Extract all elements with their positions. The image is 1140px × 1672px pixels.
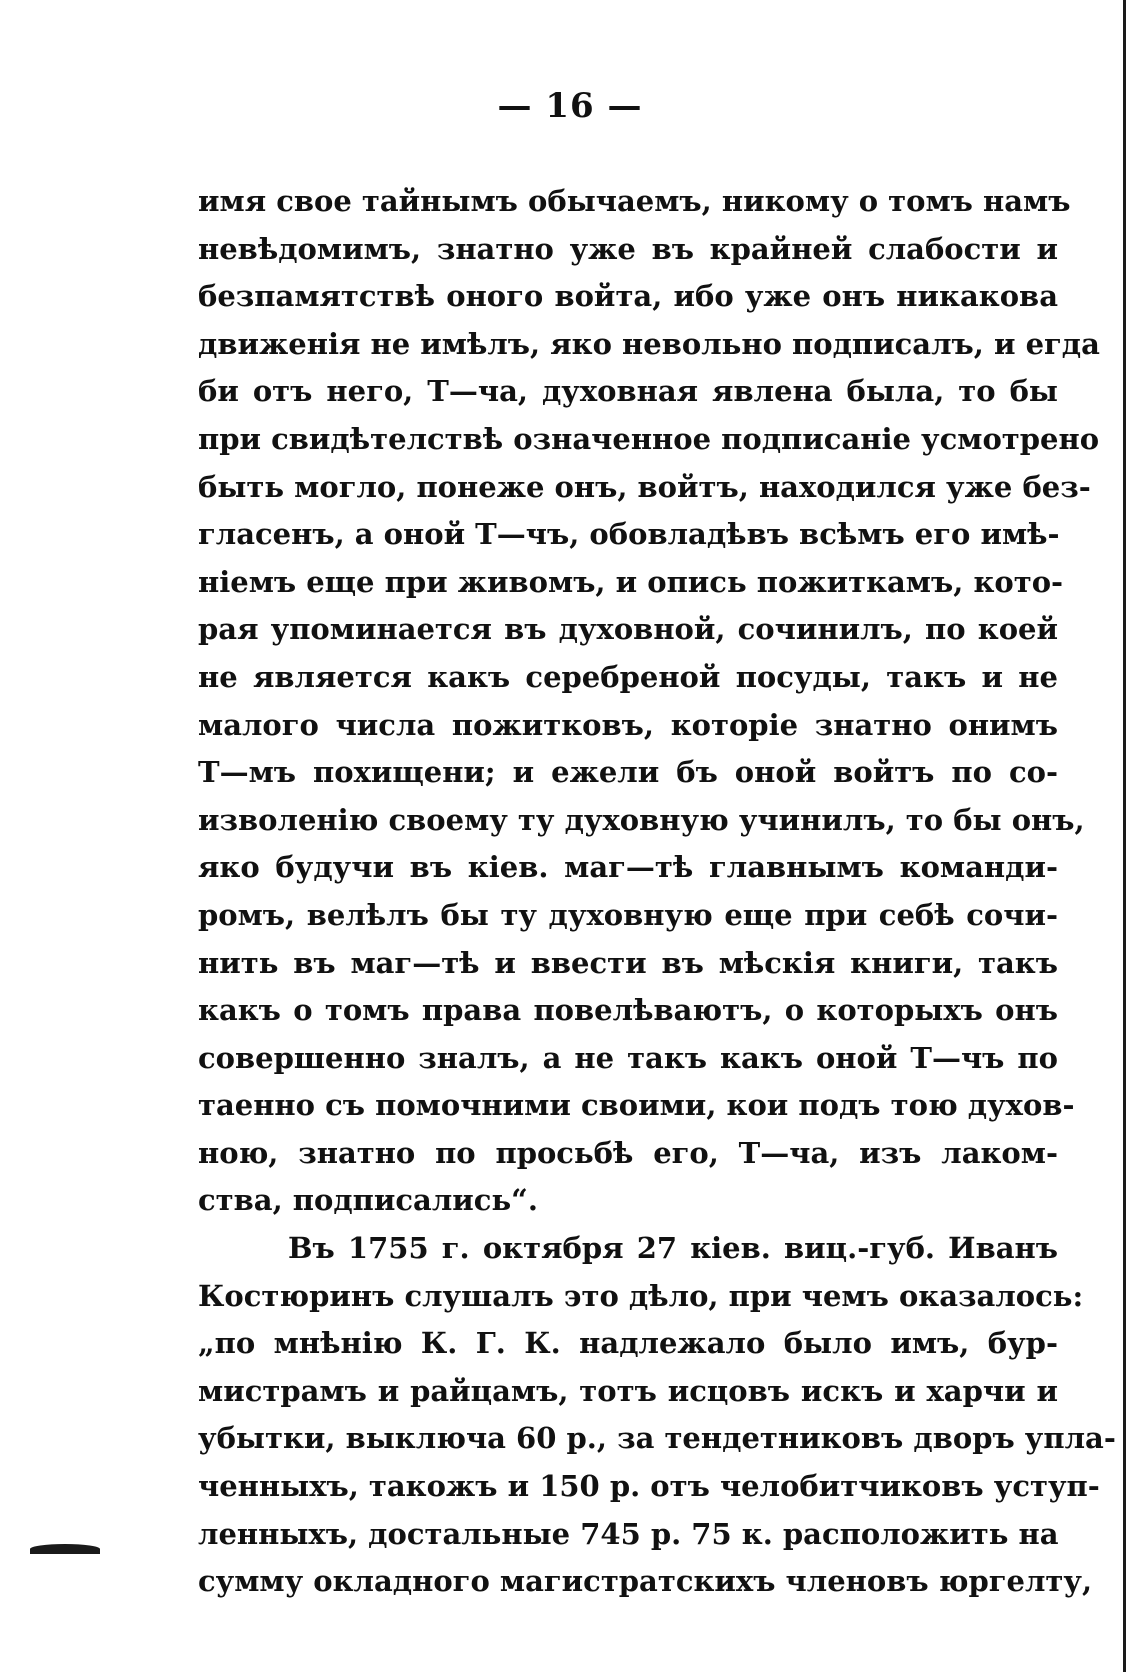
text-line: невѣдомимъ, знатно уже въ крайней слабости и	[198, 231, 1058, 266]
text-line: ченныхъ, такожъ и 150 р. отъ челобитчиковъ уступ-	[198, 1469, 1100, 1504]
text-line: не является какъ серебреной посуды, такъ и не	[198, 659, 1058, 694]
text-line: сумму окладного магистратскихъ членовъ юргелту,	[198, 1564, 1093, 1599]
text-line: изволенію своему ту духовную учинилъ, то бы онъ,	[198, 802, 1085, 837]
text-line: таенно съ помочними своими, кои подъ тою духов-	[198, 1088, 1075, 1123]
text-line: ною, знатно по просьбѣ его, Т—ча, изъ лаком-	[198, 1135, 1058, 1170]
text-line: при свидѣтелствѣ означенное подписаніе усмотрено	[198, 421, 1100, 456]
text-line: би отъ него, Т—ча, духовная явлена была, то бы	[198, 374, 1058, 409]
text-line: гласенъ, а оной Т—чъ, обовладѣвъ всѣмъ его имѣ-	[198, 517, 1060, 552]
page-number: — 16 —	[497, 86, 643, 126]
body-text	[198, 178, 1116, 1606]
text-line: ленныхъ, достальные 745 р. 75 к. расположить на	[198, 1516, 1059, 1551]
page-edge-rule	[1123, 0, 1126, 1672]
margin-mark	[30, 1544, 100, 1554]
text-line: безпамятствѣ оного войта, ибо уже онъ никакова	[198, 279, 1058, 314]
text-line: движенія не имѣлъ, яко невольно подписалъ, и егда	[198, 326, 1100, 361]
text-line: имя свое тайнымъ обычаемъ, никому о томъ намъ	[198, 184, 1071, 218]
text-line: убытки, выключа 60 р., за тендетниковъ дворъ упла-	[198, 1421, 1116, 1456]
text-line: мистрамъ и райцамъ, тотъ исцовъ искъ и харчи и	[198, 1373, 1058, 1408]
text-line: „по мнѣнію К. Г. К. надлежало было имъ, бур-	[198, 1326, 1058, 1361]
text-line: Костюринъ слушалъ это дѣло, при чемъ оказалось:	[198, 1278, 1084, 1313]
text-line: яко будучи въ кіев. маг—тѣ главнымъ команди-	[198, 850, 1058, 885]
text-line: малого числа пожитковъ, которіе знатно онимъ	[198, 707, 1058, 742]
text-line: ніемъ еще при живомъ, и опись пожиткамъ, кото-	[198, 564, 1064, 599]
text-line: ромъ, велѣлъ бы ту духовную еще при себѣ сочи-	[198, 897, 1058, 932]
text-line: Въ 1755 г. октября 27 кіев. виц.-губ. Иванъ	[288, 1231, 1058, 1266]
text-line: Т—мъ похищени; и ежели бъ оной войтъ по со-	[198, 755, 1058, 790]
text-line: совершенно зналъ, а не такъ какъ оной Т—чъ по	[198, 1040, 1058, 1075]
text-line: рая упоминается въ духовной, сочинилъ, по коей	[198, 612, 1058, 647]
text-line: ства, подписались“.	[198, 1183, 538, 1218]
text-line: быть могло, понеже онъ, войтъ, находился уже без-	[198, 469, 1091, 504]
text-line: нить въ маг—тѣ и ввести въ мѣскія книги, такъ	[198, 945, 1058, 980]
text-line: какъ о томъ права повелѣваютъ, о которыхъ онъ	[198, 993, 1058, 1028]
